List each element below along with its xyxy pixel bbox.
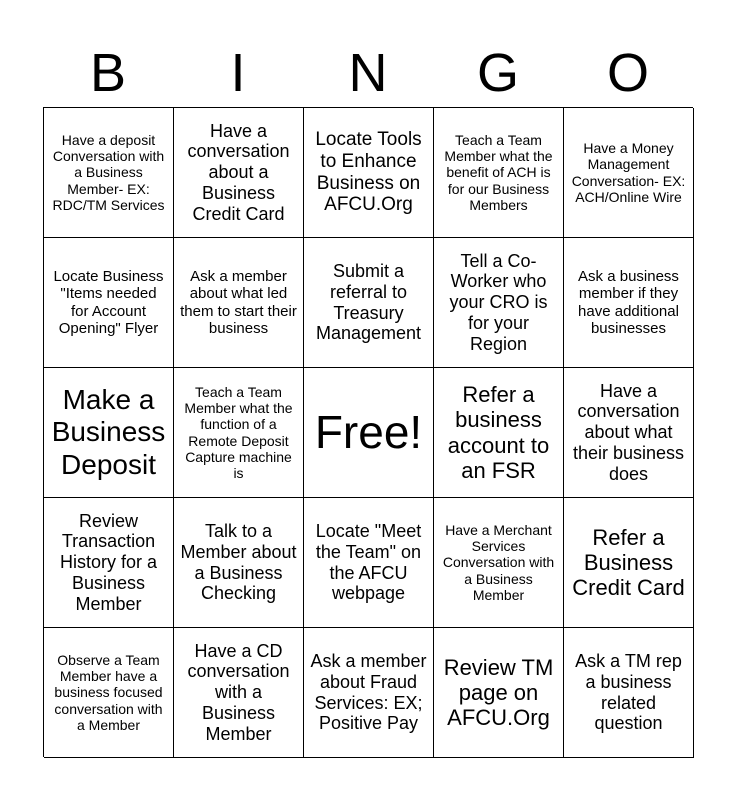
bingo-cell[interactable]: [434, 498, 564, 628]
header-letter-i: I: [230, 43, 246, 103]
bingo-cell[interactable]: [434, 368, 564, 498]
cell-label: Ask a business member if they have additional businesses: [578, 268, 679, 337]
free-space-label: Free!: [314, 406, 423, 459]
bingo-cell[interactable]: [434, 628, 564, 758]
bingo-cell[interactable]: [44, 368, 174, 498]
cell-label: Observe a Team Member have a business focused conversation with a Member: [54, 652, 163, 733]
bingo-cell[interactable]: [564, 238, 694, 368]
bingo-cell[interactable]: [174, 628, 304, 758]
bingo-cell[interactable]: [304, 498, 434, 628]
bingo-cell[interactable]: [304, 238, 434, 368]
bingo-board: [43, 107, 693, 757]
free-space[interactable]: [304, 368, 434, 498]
bingo-cell[interactable]: [564, 628, 694, 758]
cell-label: Review Transaction History for a Business Member: [59, 510, 158, 614]
cell-label: Locate "Meet the Team" on the AFCU webpage: [315, 521, 422, 604]
bingo-cell[interactable]: [174, 238, 304, 368]
bingo-cell[interactable]: [564, 498, 694, 628]
cell-label: Have a conversation about a Business Credit Card: [187, 120, 290, 224]
header-letter-g: G: [476, 43, 519, 103]
cell-label: Review TM page on AFCU.Org: [443, 654, 554, 731]
bingo-cell[interactable]: [44, 238, 174, 368]
bingo-cell[interactable]: [44, 108, 174, 238]
bingo-cell[interactable]: [564, 108, 694, 238]
bingo-cell[interactable]: [304, 108, 434, 238]
header-letter-n: N: [348, 43, 388, 103]
cell-label: Refer a Business Credit Card: [572, 524, 685, 601]
cell-label: Talk to a Member about a Business Checking: [180, 521, 297, 604]
cell-label: Have a conversation about what their business does: [572, 380, 685, 484]
bingo-cell[interactable]: [434, 108, 564, 238]
cell-label: Tell a Co-Worker who your CRO is for your Region: [449, 250, 548, 354]
bingo-cell[interactable]: [44, 628, 174, 758]
bingo-cell[interactable]: [174, 368, 304, 498]
cell-label: Locate Tools to Enhance Business on AFCU.Org: [315, 128, 422, 216]
cell-label: Submit a referral to Treasury Management: [315, 261, 422, 344]
cell-label: Ask a TM rep a business related question: [575, 651, 682, 734]
cell-label: Teach a Team Member what the function of a Remote Deposit Capture machine is: [184, 384, 293, 481]
bingo-cell[interactable]: [174, 108, 304, 238]
header-letter-b: B: [89, 43, 127, 103]
cell-label: Have a deposit Conversation with a Business Member- EX: RDC/TM Services: [52, 132, 165, 213]
cell-label: Have a CD conversation with a Business Member: [187, 640, 290, 744]
cell-label: Refer a business account to an FSR: [447, 381, 550, 483]
cell-label: Have a Money Management Conversation- EX: ACH/Online Wire: [571, 140, 686, 205]
cell-label: Teach a Team Member what the benefit of ACH is for our Business Members: [444, 132, 553, 213]
bingo-cell[interactable]: [304, 628, 434, 758]
bingo-cell[interactable]: [434, 238, 564, 368]
bingo-cell[interactable]: [564, 368, 694, 498]
cell-label: Ask a member about Fraud Services: EX; Positive Pay: [310, 651, 427, 734]
cell-label: Locate Business "Items needed for Account Opening" Flyer: [53, 268, 164, 337]
cell-label: Make a Business Deposit: [51, 384, 166, 480]
cell-label: Have a Merchant Services Conversation with a Business Member: [442, 522, 555, 603]
bingo-cell[interactable]: [174, 498, 304, 628]
cell-label: Ask a member about what led them to start their business: [180, 268, 297, 337]
bingo-header: [43, 40, 693, 106]
header-letter-o: O: [606, 43, 649, 103]
bingo-cell[interactable]: [44, 498, 174, 628]
